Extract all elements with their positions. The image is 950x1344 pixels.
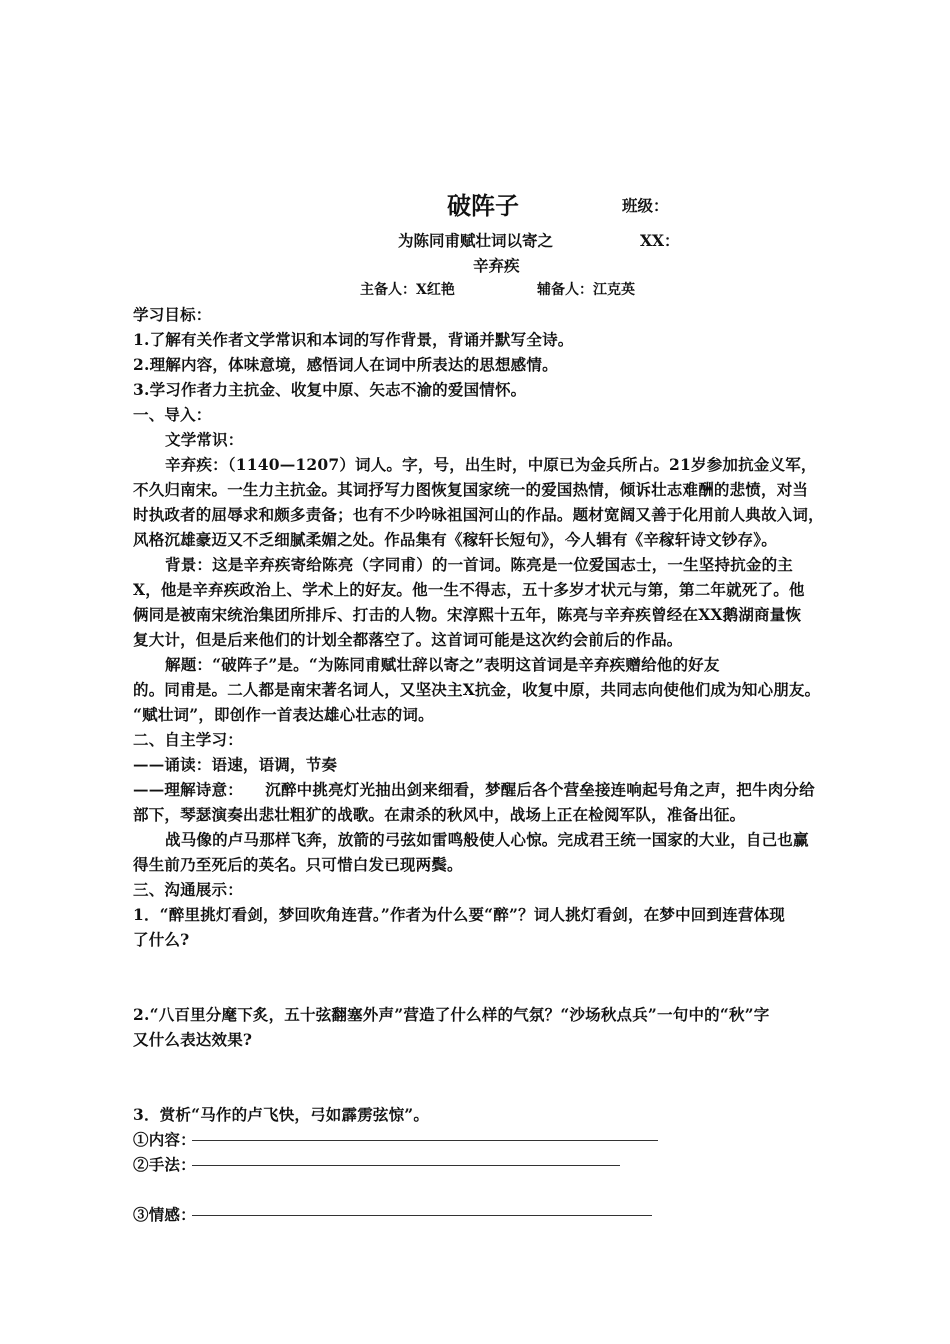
technique-answer-line[interactable] (192, 1165, 620, 1166)
meaning-line: 部下，琴瑟演奏出悲壮粗犷的战歌。在肃杀的秋风中，战场上正在检阅军队，准备出征。 (133, 805, 746, 824)
meaning-line: 得生前乃至死后的英名。只可惜白发已现两鬓。 (133, 855, 463, 874)
assistant: 辅备人：江克英 (537, 282, 635, 298)
subtitle: 为陈同甫赋壮词以寄之 (398, 231, 554, 250)
title-explain-line: 的。同甫是。二人都是南宋著名词人，又坚决主X抗金，收复中原，共同志向使他们成为知心朋友。 (133, 680, 821, 699)
content-label: ①内容： (133, 1130, 196, 1149)
title-explain-line: “赋壮词”，即创作一首表达雄心壮志的词。 (133, 705, 434, 724)
goals-heading: 学习目标： (133, 305, 212, 324)
title-explain-line: 解题：“破阵子”是。“为陈同甫赋壮辞以寄之”表明这首词是辛弃疾赠给他的好友 (165, 655, 720, 674)
page-title: 破阵子 (447, 191, 519, 220)
meaning-line: 战马像的卢马那样飞奔，放箭的弓弦如雷鸣般使人心惊。完成君王统一国家的大业，自己也赢 (165, 830, 809, 849)
meaning-line: ——理解诗意： 沉醉中挑亮灯光抽出剑来细看，梦醒后各个营垒接连响起号角之声，把牛肉分给 (133, 780, 815, 799)
section-heading-self-study: 二、自主学习： (133, 730, 243, 749)
question-1-cont: 了什么? (133, 930, 190, 949)
question-3: 3．赏析“马作的卢飞快，弓如霹雳弦惊”。 (133, 1105, 430, 1124)
name-label: XX： (640, 231, 680, 250)
bio-line: 风格沉雄豪迈又不乏细腻柔媚之处。作品集有《稼轩长短句》，今人辑有《辛稼轩诗文钞存》。 (133, 530, 777, 549)
question-2: 2.“八百里分麾下炙，五十弦翻塞外声”营造了什么样的气氛？“沙场秋点兵”一句中的“秋”字 (133, 1005, 770, 1024)
question-2-cont: 又什么表达效果? (133, 1030, 253, 1049)
background-line: X，他是辛弃疾政治上、学术上的好友。他一生不得志，五十多岁才状元与第，第二年就死了。他 (133, 580, 805, 599)
content-answer-line[interactable] (192, 1140, 658, 1141)
author: 辛弃疾 (473, 256, 520, 275)
bio-line: 辛弃疾：（1140—1207）词人。字，号，出生时，中原已为金兵所占。21岁参加抗金义军， (165, 455, 817, 474)
class-label: 班级： (622, 196, 669, 215)
background-line: 复大计，但是后来他们的计划全都落空了。这首词可能是这次约会前后的作品。 (133, 630, 683, 649)
emotion-label: ③情感： (133, 1205, 196, 1224)
bio-line: 不久归南宋。一生力主抗金。其词抒写力图恢复国家统一的爱国热情，倾诉壮志难酬的悲愤，对当 (133, 480, 809, 499)
technique-label: ②手法： (133, 1155, 196, 1174)
lit-heading: 文学常识： (165, 430, 244, 449)
preparer: 主备人：X红艳 (360, 282, 455, 298)
emotion-answer-line[interactable] (192, 1215, 652, 1216)
section-heading-discussion: 三、沟通展示： (133, 880, 243, 899)
goal-item: 1.了解有关作者文学常识和本词的写作背景，背诵并默写全诗。 (133, 330, 574, 349)
question-1: 1．“醉里挑灯看剑，梦回吹角连营。”作者为什么要“醉”？词人挑灯看剑，在梦中回到连营体现 (133, 905, 785, 924)
background-line: 俩同是被南宋统治集团所排斥、打击的人物。宋淳熙十五年，陈亮与辛弃疾曾经在XX鹅湖商量恢 (133, 605, 802, 624)
section-heading-intro: 一、导入： (133, 405, 212, 424)
goal-item: 2.理解内容，体味意境，感悟词人在词中所表达的思想感情。 (133, 355, 558, 374)
background-line: 背景：这是辛弃疾寄给陈亮（字同甫）的一首词。陈亮是一位爱国志士，一生坚持抗金的主 (165, 555, 794, 574)
bio-line: 时执政者的屈辱求和颇多责备；也有不少吟咏祖国河山的作品。题材宽阔又善于化用前人典故入词， (133, 505, 824, 524)
goal-item: 3.学习作者力主抗金、收复中原、矢志不渝的爱国情怀。 (133, 380, 527, 399)
recite-line: ——诵读：语速，语调，节奏 (133, 755, 338, 774)
